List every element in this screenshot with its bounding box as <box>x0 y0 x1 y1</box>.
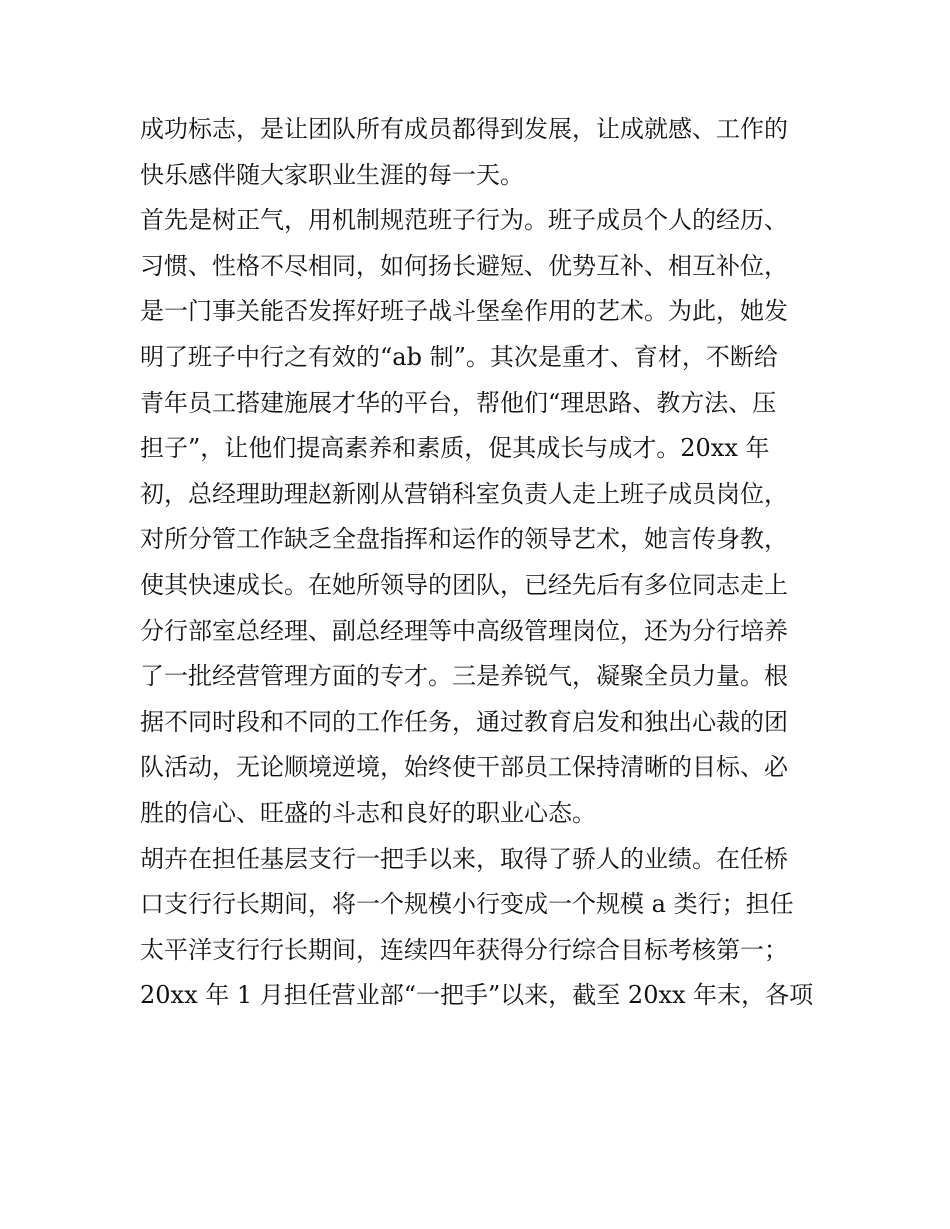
text-line: 明了班子中行之有效的“ab 制”。其次是重才、育材，不断给 <box>140 342 778 371</box>
text-line: 担子”，让他们提高素养和素质，促其成长与成才。20xx 年 <box>140 434 770 463</box>
text-line: 了一批经营管理方面的专才。三是养锐气，凝聚全员力量。根 <box>140 662 788 691</box>
text-line: 分行部室总经理、副总经理等中高级管理岗位，还为分行培养 <box>140 616 788 645</box>
text-line: 成功标志，是让团队所有成员都得到发展，让成就感、工作的 <box>140 115 788 143</box>
text-line: 习惯、性格不尽相同，如何扬长避短、优势互补、相互补位， <box>140 251 788 280</box>
text-line: 首先是树正气，用机制规范班子行为。班子成员个人的经历、 <box>140 206 788 235</box>
text-line: 胡卉在担任基层支行一把手以来，取得了骄人的业绩。在任桥 <box>140 844 788 873</box>
body-text <box>140 107 830 1019</box>
text-line: 20xx 年 1 月担任营业部“一把手”以来，截至 20xx 年末，各项 <box>140 981 814 1010</box>
text-line: 使其快速成长。在她所领导的团队，已经先后有多位同志走上 <box>140 570 788 599</box>
text-line: 胜的信心、旺盛的斗志和良好的职业心态。 <box>140 798 596 827</box>
text-line: 队活动，无论顺境逆境，始终使干部员工保持清晰的目标、必 <box>140 753 788 782</box>
text-line: 青年员工搭建施展才华的平台，帮他们“理思路、教方法、压 <box>140 388 777 417</box>
text-line: 口支行行长期间，将一个规模小行变成一个规模 a 类行；担任 <box>140 890 794 919</box>
text-line: 快乐感伴随大家职业生涯的每一天。 <box>140 160 524 189</box>
text-line: 是一门事关能否发挥好班子战斗堡垒作用的艺术。为此，她发 <box>140 297 788 326</box>
text-line: 对所分管工作缺乏全盘指挥和运作的领导艺术，她言传身教， <box>140 525 788 554</box>
text-line: 初，总经理助理赵新刚从营销科室负责人走上班子成员岗位， <box>140 479 788 508</box>
text-line: 太平洋支行行长期间，连续四年获得分行综合目标考核第一； <box>140 935 788 964</box>
text-line: 据不同时段和不同的工作任务，通过教育启发和独出心裁的团 <box>140 707 788 736</box>
